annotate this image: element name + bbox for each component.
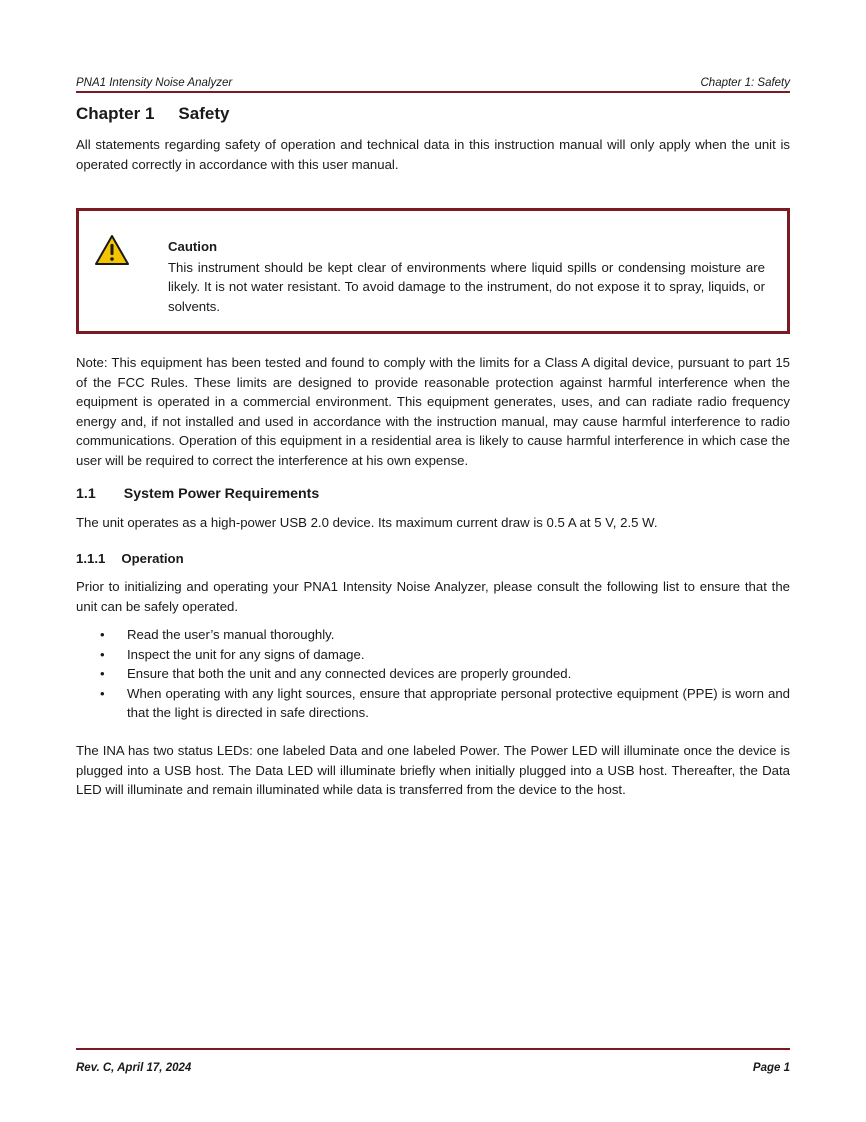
intro-paragraph: All statements regarding safety of operation and technical data in this instruction manual will only apply when the unit is operated correctly in accordance with this user manual. [76, 137, 790, 172]
header-doc-title: PNA1 Intensity Noise Analyzer [76, 77, 233, 89]
section-title: System Power Requirements [123, 486, 320, 502]
running-footer [76, 1048, 790, 1074]
bullet-icon: • [100, 646, 105, 662]
bullet-icon: • [100, 666, 105, 681]
caution-title: Caution [168, 239, 218, 254]
running-header [76, 71, 790, 93]
header-chapter: Chapter 1: Safety [700, 77, 790, 89]
subsection-number: 1.1.1 [76, 551, 106, 566]
operation-intro-paragraph: Prior to initializing and operating your PNA1 Intensity Noise Analyzer, please consult the following list to ensure that the unit can be safely operated. [76, 579, 790, 614]
safety-checklist [76, 625, 790, 723]
chapter-heading [76, 104, 229, 124]
chapter-number: Chapter 1 [76, 104, 155, 123]
footer-page-number: Page 1 [752, 1062, 790, 1074]
caution-text: This instrument should be kept clear of environments where liquid spills or condensing moisture are likely. It is not water resistant. To avoid damage to the instrument, do not expose it to spray, liquids, or solvents. [168, 260, 765, 314]
warning-triangle-icon [94, 234, 130, 266]
bullet-icon: • [100, 685, 105, 701]
section-heading-1-1-1 [76, 551, 184, 566]
list-item: • When operating with any light sources, ensure that appropriate personal protective equipment (PPE) is worn and that the light is directed in safe directions. [100, 685, 790, 720]
caution-box [76, 208, 790, 334]
power-requirements-paragraph: The unit operates as a high-power USB 2.0 device. Its maximum current draw is 0.5 A at 5 V, 2.5 W. [76, 515, 658, 530]
chapter-title: Safety [178, 104, 230, 123]
section-number: 1.1 [76, 486, 96, 502]
list-item: • Ensure that both the unit and any connected devices are properly grounded. [76, 664, 790, 684]
list-item: • Inspect the unit for any signs of damage. [76, 645, 790, 665]
section-heading-1-1 [76, 486, 319, 502]
bullet-icon: • [100, 627, 105, 642]
status-leds-paragraph: The INA has two status LEDs: one labeled Data and one labeled Power. The Power LED will illuminate once the device is plugged into a USB host. The Data LED will illuminate briefly when initially plugged into a USB host. Thereafter, the Data LED will illuminate and remain illuminated while data is transferred from the device to the host. [76, 743, 790, 797]
subsection-title: Operation [121, 551, 184, 566]
list-item: • Read the user’s manual thoroughly. [76, 625, 790, 645]
footer-revision: Rev. C, April 17, 2024 [76, 1062, 192, 1074]
fcc-note-paragraph: Note: This equipment has been tested and found to comply with the limits for a Class A digital device, pursuant to part 15 of the FCC Rules. These limits are designed to provide reasonable protection against harmful interference when the equipment is operated in a commercial environment. This equipment generates, uses, and can radiate radio frequency energy and, if not installed and used in accordance with the instruction manual, may cause harmful interference to radio communications. Operation of this equipment in a residential area is likely to cause harmful interference in which case the user will be required to correct the interference at his own expense. [76, 355, 790, 468]
